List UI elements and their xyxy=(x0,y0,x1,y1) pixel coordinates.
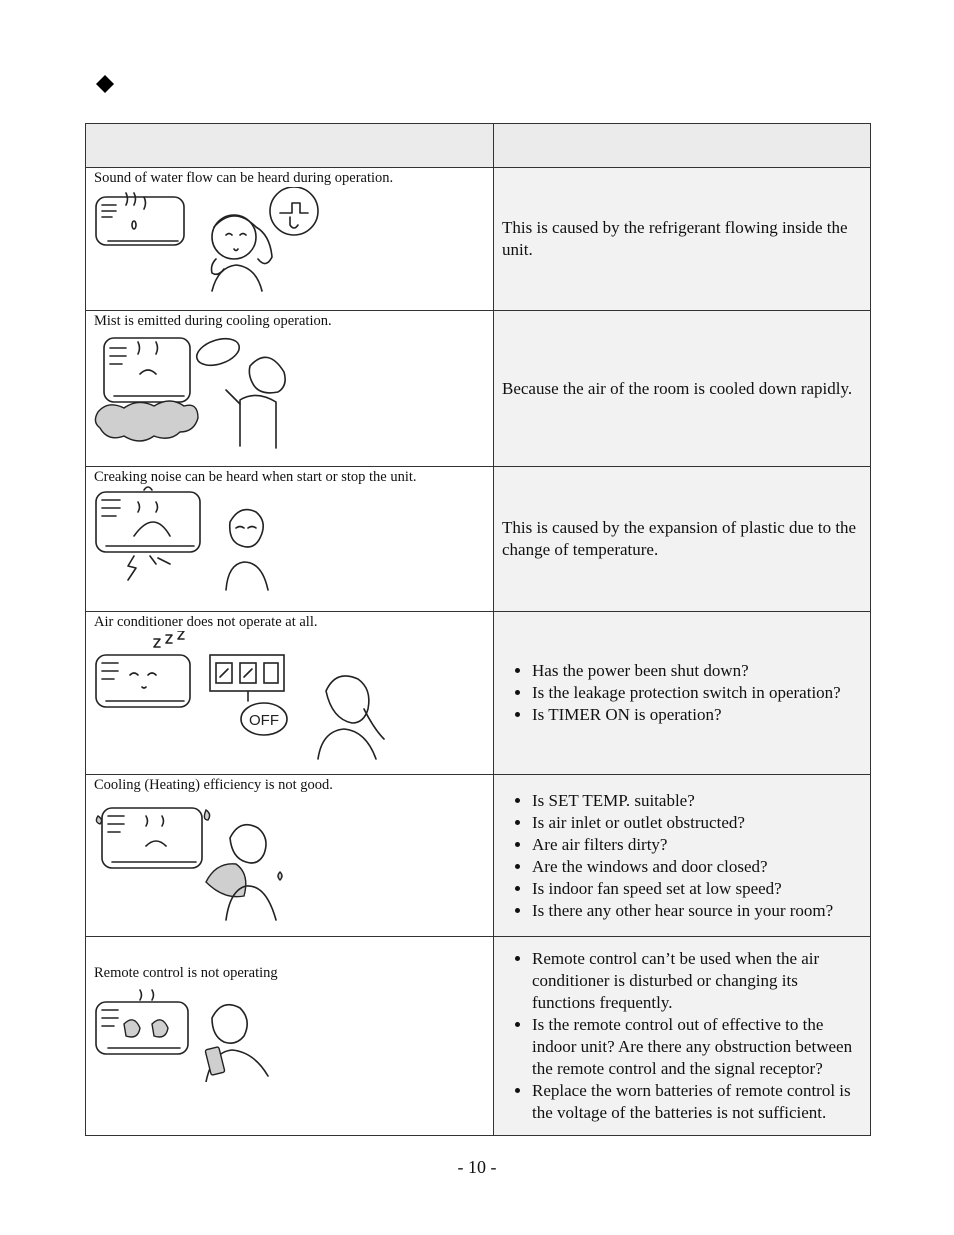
poor-efficiency-illustration xyxy=(94,794,294,924)
check-list xyxy=(502,790,862,922)
list-item: • Has the power been shut down? xyxy=(532,660,862,682)
symptom-text: Mist is emitted during cooling operation. xyxy=(94,313,332,329)
explanation-cell xyxy=(494,467,871,612)
symptom-text: Creaking noise can be heard when start or stop the unit. xyxy=(94,469,417,485)
explanation-cell xyxy=(494,612,871,775)
water-flow-illustration xyxy=(94,187,334,295)
symptom-cell xyxy=(86,612,494,775)
table-row xyxy=(86,168,871,311)
diamond-icon xyxy=(96,75,114,93)
explanation-text: This is caused by the refrigerant flowing inside the unit. xyxy=(502,218,848,259)
list-item: • Is SET TEMP. suitable? xyxy=(532,790,862,812)
symptom-cell xyxy=(86,168,494,311)
header-cell-explanation xyxy=(494,124,871,168)
table-row xyxy=(86,937,871,1136)
remote-control-illustration xyxy=(94,982,294,1082)
explanation-text: Because the air of the room is cooled down rapidly. xyxy=(502,378,853,398)
list-item: • Is there any other hear source in your room? xyxy=(532,900,862,922)
symptom-cell xyxy=(86,311,494,467)
symptom-cell xyxy=(86,775,494,937)
symptom-text: Remote control is not operating xyxy=(94,965,278,981)
explanation-cell xyxy=(494,311,871,467)
list-item: • Are air filters dirty? xyxy=(532,834,862,856)
table-row xyxy=(86,612,871,775)
table-row xyxy=(86,467,871,612)
page-number: - 10 - xyxy=(457,1157,497,1177)
list-item: • Remote control can’t be used when the air conditioner is disturbed or changing its functions frequently. xyxy=(532,948,862,1014)
symptom-text: Sound of water flow can be heard during operation. xyxy=(94,170,394,186)
table-row xyxy=(86,775,871,937)
header-cell-symptom xyxy=(86,124,494,168)
creaking-noise-illustration xyxy=(94,486,294,596)
symptom-cell xyxy=(86,467,494,612)
list-item: • Is indoor fan speed set at low speed? xyxy=(532,878,862,900)
explanation-text: This is caused by the expansion of plastic due to the change of temperature. xyxy=(502,518,857,559)
check-list xyxy=(502,660,862,726)
table-row xyxy=(86,311,871,467)
explanation-cell xyxy=(494,775,871,937)
table-header-row xyxy=(86,124,871,168)
off-label: OFF xyxy=(249,712,279,729)
list-item: • Is the remote control out of effective to the indoor unit? Are there any obstruction between the remote control and the signal receptor? xyxy=(532,1014,862,1080)
not-operating-illustration xyxy=(94,631,394,763)
symptom-cell xyxy=(86,937,494,1136)
troubleshooting-table xyxy=(85,123,871,1136)
list-item: • Is TIMER ON is operation? xyxy=(532,704,862,726)
list-item: • Is the leakage protection switch in operation? xyxy=(532,682,862,704)
explanation-cell xyxy=(494,937,871,1136)
mist-illustration xyxy=(94,330,294,450)
symptom-text: Cooling (Heating) efficiency is not good. xyxy=(94,777,333,793)
list-item: • Is air inlet or outlet obstructed? xyxy=(532,812,862,834)
list-item: • Replace the worn batteries of remote control is the voltage of the batteries is not sufficient. xyxy=(532,1080,862,1124)
list-item: • Are the windows and door closed? xyxy=(532,856,862,878)
symptom-text: Air conditioner does not operate at all. xyxy=(94,614,318,630)
explanation-cell xyxy=(494,168,871,311)
check-list xyxy=(502,948,862,1124)
